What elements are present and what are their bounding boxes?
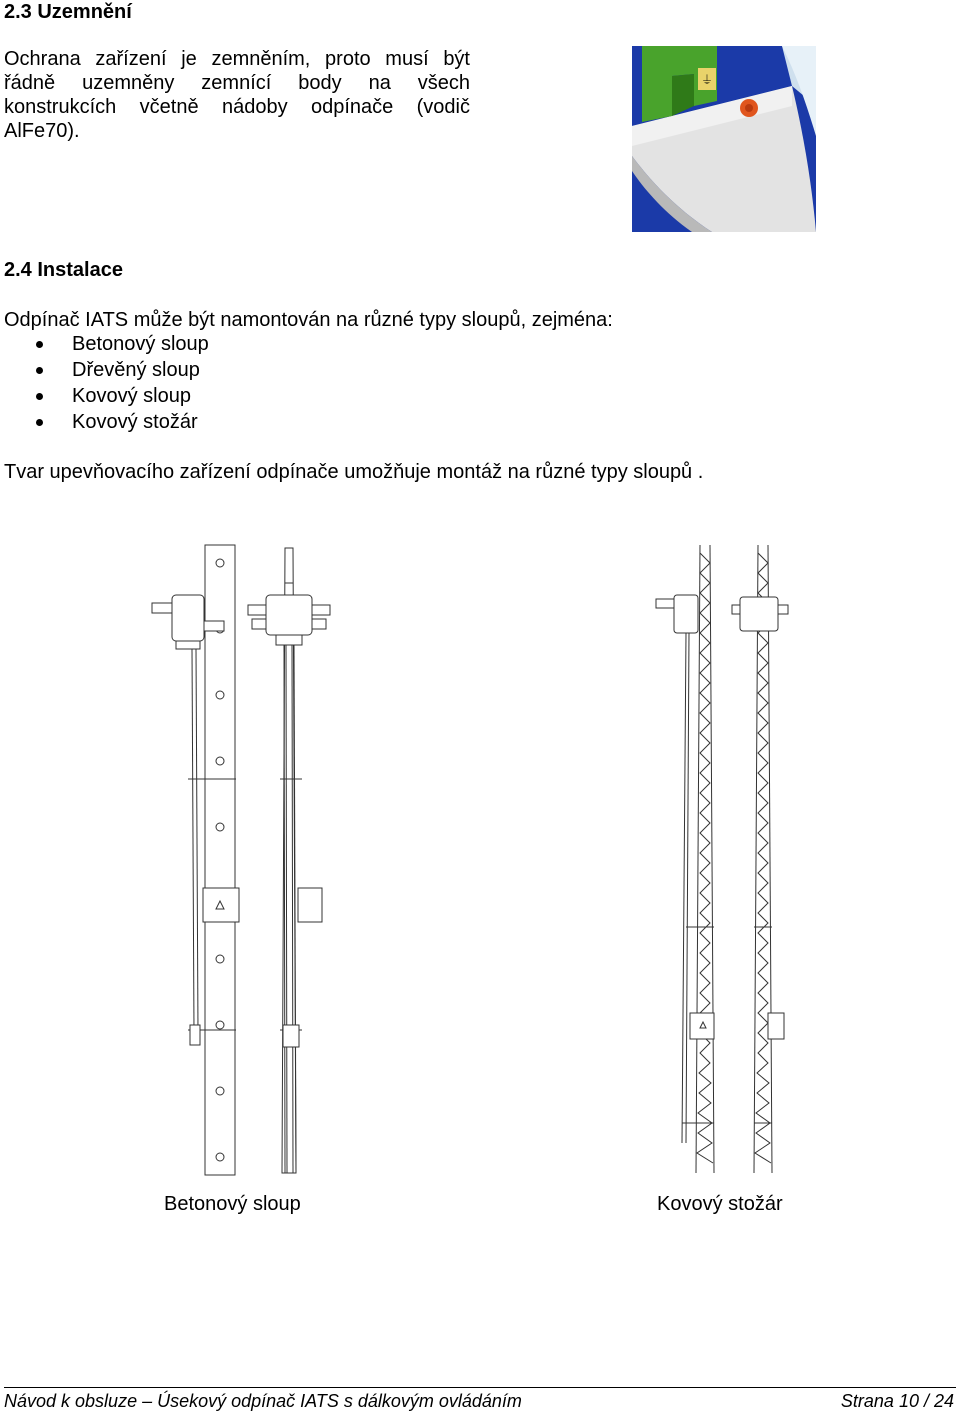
list-item: Betonový sloup — [0, 331, 209, 357]
mounting-note: Tvar upevňovacího zařízení odpínače umožňuje montáž na různé typy sloupů . — [4, 461, 704, 483]
pole-type-list — [0, 331, 209, 435]
grounding-paragraph: Ochrana zařízení je zemněním, proto musí být řádně uzemněny zemnící body na všech konstrukcích včetně nádoby odpínače (vodič AlFe70). — [4, 48, 470, 142]
page-footer — [4, 1387, 956, 1412]
installation-intro: Odpínač IATS může být namontován na různé typy sloupů, zejména: — [4, 309, 613, 331]
section-heading-installation: 2.4 Instalace — [4, 259, 123, 281]
svg-text:⏚: ⏚ — [700, 73, 714, 87]
list-item: Kovový sloup — [0, 383, 209, 409]
lattice-mast-drawing — [652, 543, 802, 1178]
caption-concrete-pole: Betonový sloup — [164, 1193, 301, 1215]
caption-lattice-mast: Kovový stožár — [657, 1193, 783, 1215]
list-item: Kovový stožár — [0, 409, 209, 435]
grounding-photo — [632, 46, 816, 232]
section-heading-grounding: 2.3 Uzemnění — [4, 1, 132, 23]
footer-page-number: Strana 10 / 24 — [840, 1391, 954, 1411]
list-item: Dřevěný sloup — [0, 357, 209, 383]
footer-document-title: Návod k obsluze – Úsekový odpínač IATS s dálkovým ovládáním — [4, 1391, 522, 1411]
concrete-pole-drawing — [148, 543, 338, 1178]
